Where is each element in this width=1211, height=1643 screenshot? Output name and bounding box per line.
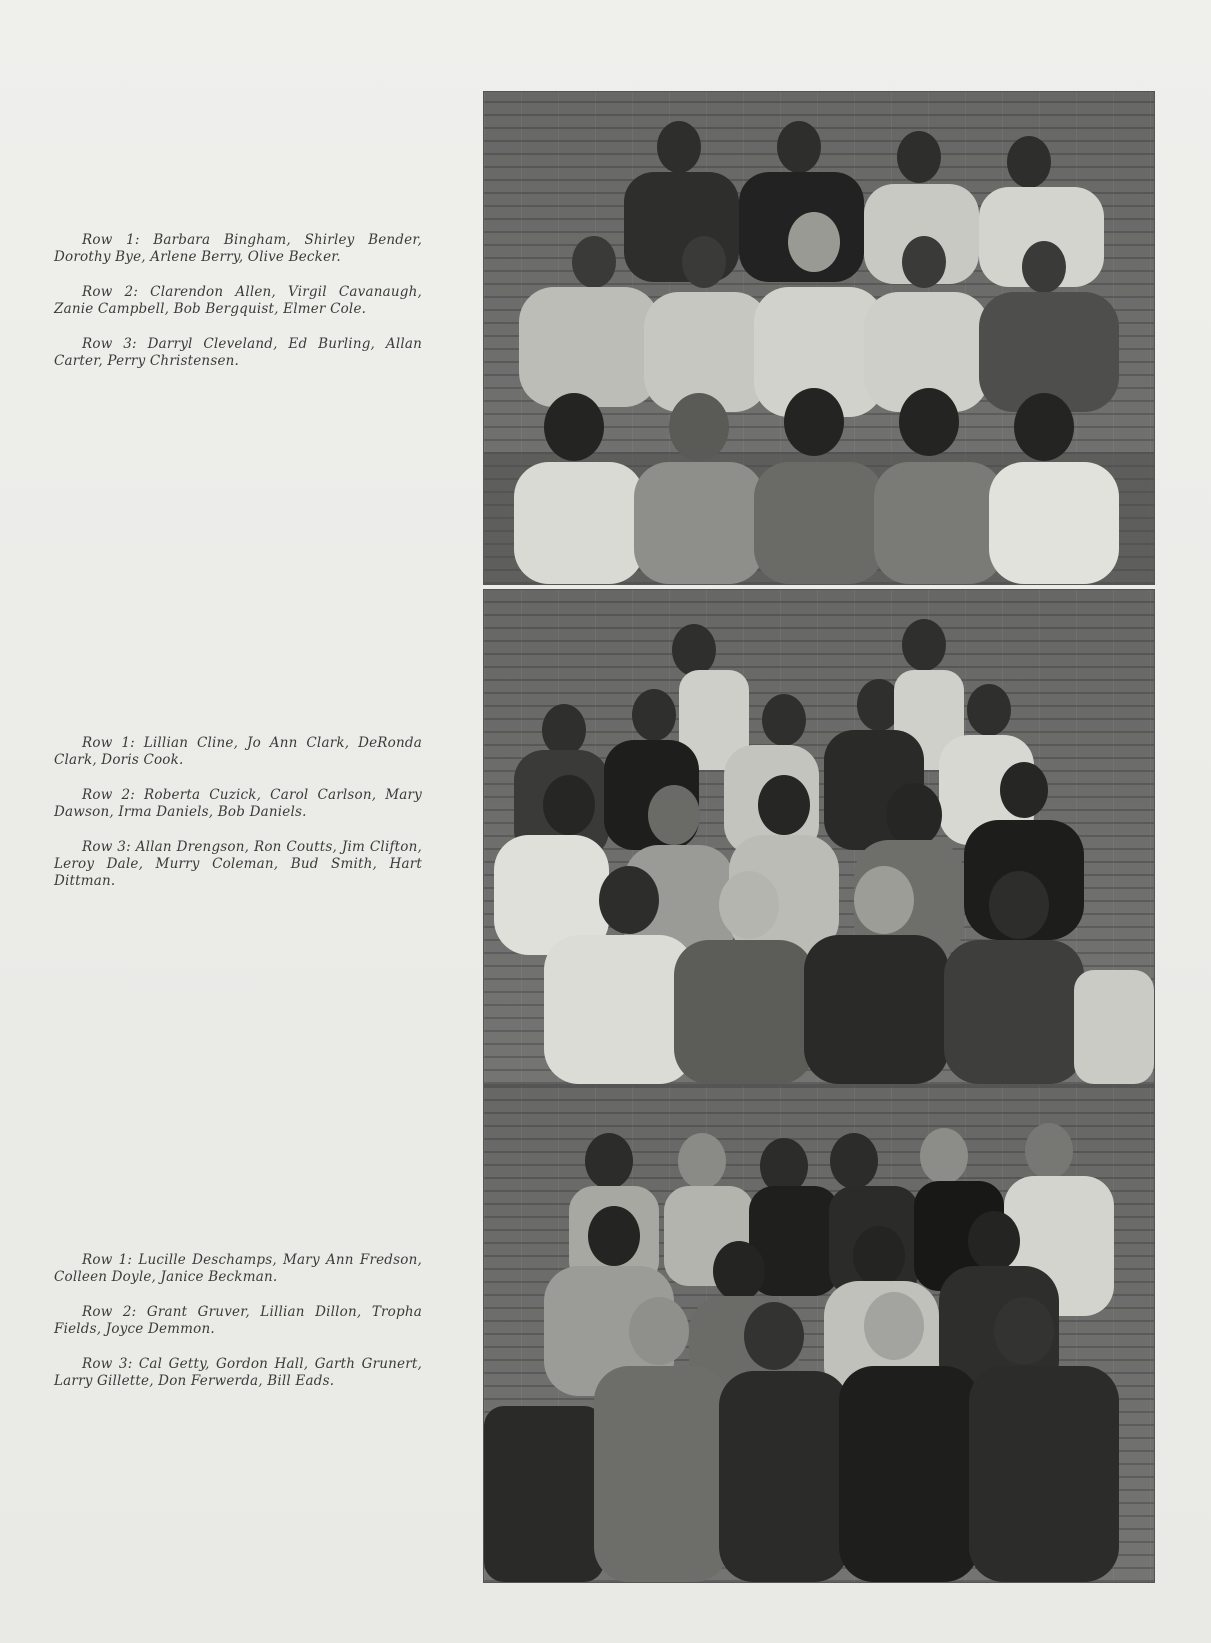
group-photo-2 — [483, 589, 1155, 1085]
group-photo-1-figures — [484, 92, 1154, 584]
caption-block-1 — [54, 232, 422, 388]
caption-row-3: Row 3: Darryl Cleveland, Ed Burling, Allan Carter, Perry Christensen. — [54, 336, 422, 369]
caption-block-3 — [54, 1252, 422, 1408]
group-photo-1 — [483, 91, 1155, 585]
caption-block-2 — [54, 735, 422, 908]
caption-row-1: Row 1: Lillian Cline, Jo Ann Clark, DeRonda Clark, Doris Cook. — [54, 735, 422, 768]
caption-row-3: Row 3: Allan Drengson, Ron Coutts, Jim Clifton, Leroy Dale, Murry Coleman, Bud Smith, Hart Dittman. — [54, 839, 422, 889]
caption-row-2: Row 2: Clarendon Allen, Virgil Cavanaugh, Zanie Campbell, Bob Bergquist, Elmer Cole. — [54, 284, 422, 317]
group-photo-2-figures — [484, 590, 1154, 1084]
caption-row-1: Row 1: Barbara Bingham, Shirley Bender, Dorothy Bye, Arlene Berry, Olive Becker. — [54, 232, 422, 265]
group-photo-3-figures — [484, 1086, 1154, 1582]
caption-row-3: Row 3: Cal Getty, Gordon Hall, Garth Grunert, Larry Gillette, Don Ferwerda, Bill Eads. — [54, 1356, 422, 1389]
group-photo-3 — [483, 1085, 1155, 1583]
caption-row-2: Row 2: Roberta Cuzick, Carol Carlson, Mary Dawson, Irma Daniels, Bob Daniels. — [54, 787, 422, 820]
caption-row-1: Row 1: Lucille Deschamps, Mary Ann Fredson, Colleen Doyle, Janice Beckman. — [54, 1252, 422, 1285]
caption-row-2: Row 2: Grant Gruver, Lillian Dillon, Tropha Fields, Joyce Demmon. — [54, 1304, 422, 1337]
